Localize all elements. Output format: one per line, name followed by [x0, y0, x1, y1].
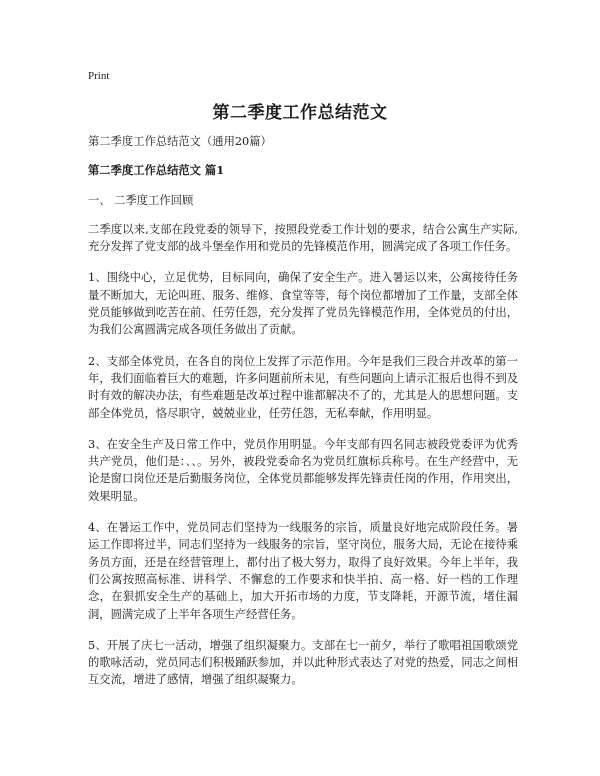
document-subtitle: 第二季度工作总结范文（通用20篇）: [88, 135, 272, 148]
paragraph-5: 5、开展了庆七一活动，增强了组织凝聚力。支部在七一前夕，举行了歌唱祖国歌颂党的歌咏活动，党员同志们积极踊跃参加，并以此种形式表达了对党的热爱，同志之间相互交流，增进了感情，增强了组织凝聚力。: [88, 638, 518, 687]
paragraph-1: 1、围绕中心，立足优势，目标同向，确保了安全生产。进入暑运以来，公寓接待任务量不断加大，无论叫班、服务、维修、食堂等等，每个岗位都增加了工作量，支部全体党员能够做到吃苦在前、任劳任怨，充分发挥了党员先锋模范作用，全体党员的付出，为我们公寓圆满完成各项任务做出了贡献。: [88, 271, 518, 337]
document-body: [88, 133, 518, 703]
print-link[interactable]: Print: [88, 70, 110, 82]
section-heading: 第二季度工作总结范文 篇1: [88, 163, 225, 178]
paragraph-intro: 二季度以来,支部在段党委的领导下，按照段党委工作计划的要求，结合公寓生产实际,充分发挥了党支部的战斗堡垒作用和党员的先锋模范作用，圆满完成了各项工作任务。: [88, 222, 518, 254]
paragraph-4: 4、在暑运工作中，党员同志们坚持为一线服务的宗旨，质量良好地完成阶段任务。暑运工作即将过半，同志们坚持为一线服务的宗旨，坚守岗位，服务大局，无论在接待乘务员方面，还是在经营管理上，都付出了极大努力，取得了良好效果。今年上半年，我们公寓按照高标准、讲科学、不懈怠的工作要求和快半拍、高一格、好一档的工作理念，在狠抓安全生产的基础上，加大开拓市场的力度，节支降耗，开源节流，堵住漏洞，圆满完成了上半年各项生产经营任务。: [88, 521, 518, 621]
section-subheading: 一、 二季度工作回顾: [88, 193, 194, 207]
paragraph-3: 3、在安全生产及日常工作中，党员作用明显。今年支部有四名同志被段党委评为优秀共产党员，他们是：、、。另外，被段党委命名为党员红旗标兵称号。在生产经营中，无论是窗口岗位还是后勤服务岗位，全体党员都能够发挥先锋责任岗的作用，作用突出，效果明显。: [88, 437, 518, 503]
paragraph-2: 2、支部全体党员，在各自的岗位上发挥了示范作用。今年是我们三段合并改革的第一年，我们面临着巨大的难题，许多问题前所未见，有些问题向上请示汇报后也得不到及时有效的解决办法，有些难题是改革过程中谁都解决不了的，尤其是人的思想问题。支部全体党员，恪尽职守，兢兢业业，任劳任怨，无私奉献，作用明显。: [88, 354, 518, 420]
page-title: 第二季度工作总结范文: [212, 103, 388, 123]
